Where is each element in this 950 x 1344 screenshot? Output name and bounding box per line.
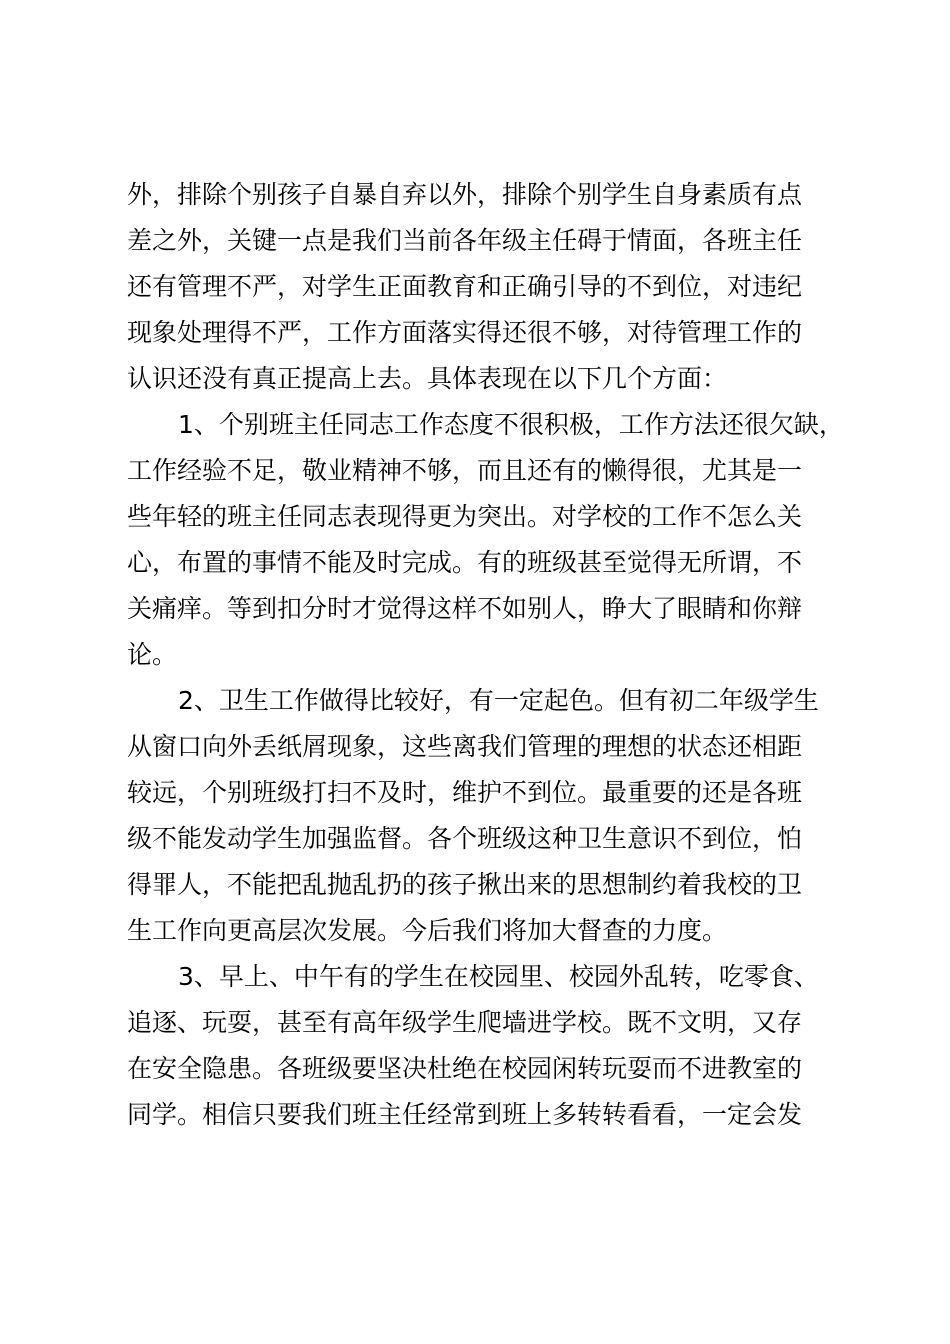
text-line: 外，排除个别孩子自暴自弃以外，排除个别学生自身素质有点 <box>127 180 803 209</box>
paragraph-3 <box>127 678 857 954</box>
text-line: 3、早上、中午有的学生在校园里、校园外乱转，吃零食、 <box>178 962 819 991</box>
text-line: 1、个别班主任同志工作态度不很积极，工作方法还很欠缺， <box>178 410 844 439</box>
paragraph-2 <box>127 402 857 678</box>
text-line: 追逐、玩耍，甚至有高年级学生爬墙进学校。既不文明，又存 <box>127 1008 803 1037</box>
text-line: 关痛痒。等到扣分时才觉得这样不如别人，睁大了眼睛和你辩 <box>127 594 803 623</box>
text-line: 从窗口向外丢纸屑现象，这些离我们管理的理想的状态还相距 <box>127 732 803 761</box>
text-line: 认识还没有真正提高上去。具体表现在以下几个方面： <box>127 364 728 393</box>
text-line: 还有管理不严，对学生正面教育和正确引导的不到位，对违纪 <box>127 272 803 301</box>
text-line: 在安全隐患。各班级要坚决杜绝在校园闲转玩耍而不进教室的 <box>127 1054 803 1083</box>
text-line: 工作经验不足，敬业精神不够，而且还有的懒得很，尤其是一 <box>127 456 803 485</box>
document-body <box>127 172 857 1138</box>
paragraph-1 <box>127 172 857 402</box>
text-line: 同学。相信只要我们班主任经常到班上多转转看看，一定会发 <box>127 1100 803 1129</box>
text-line: 差之外，关键一点是我们当前各年级主任碍于情面，各班主任 <box>127 226 803 255</box>
text-line: 得罪人，不能把乱抛乱扔的孩子揪出来的思想制约着我校的卫 <box>127 870 803 899</box>
text-line: 心，布置的事情不能及时完成。有的班级甚至觉得无所谓，不 <box>127 548 803 577</box>
text-line: 2、卫生工作做得比较好，有一定起色。但有初二年级学生 <box>178 686 819 715</box>
text-line: 级不能发动学生加强监督。各个班级这种卫生意识不到位，怕 <box>127 824 803 853</box>
text-line: 生工作向更高层次发展。今后我们将加大督查的力度。 <box>127 916 728 945</box>
text-line: 论。 <box>127 640 178 669</box>
text-line: 较远，个别班级打扫不及时，维护不到位。最重要的还是各班 <box>127 778 803 807</box>
paragraph-4 <box>127 954 857 1138</box>
text-line: 些年轻的班主任同志表现得更为突出。对学校的工作不怎么关 <box>127 502 803 531</box>
text-line: 现象处理得不严，工作方面落实得还很不够，对待管理工作的 <box>127 318 803 347</box>
